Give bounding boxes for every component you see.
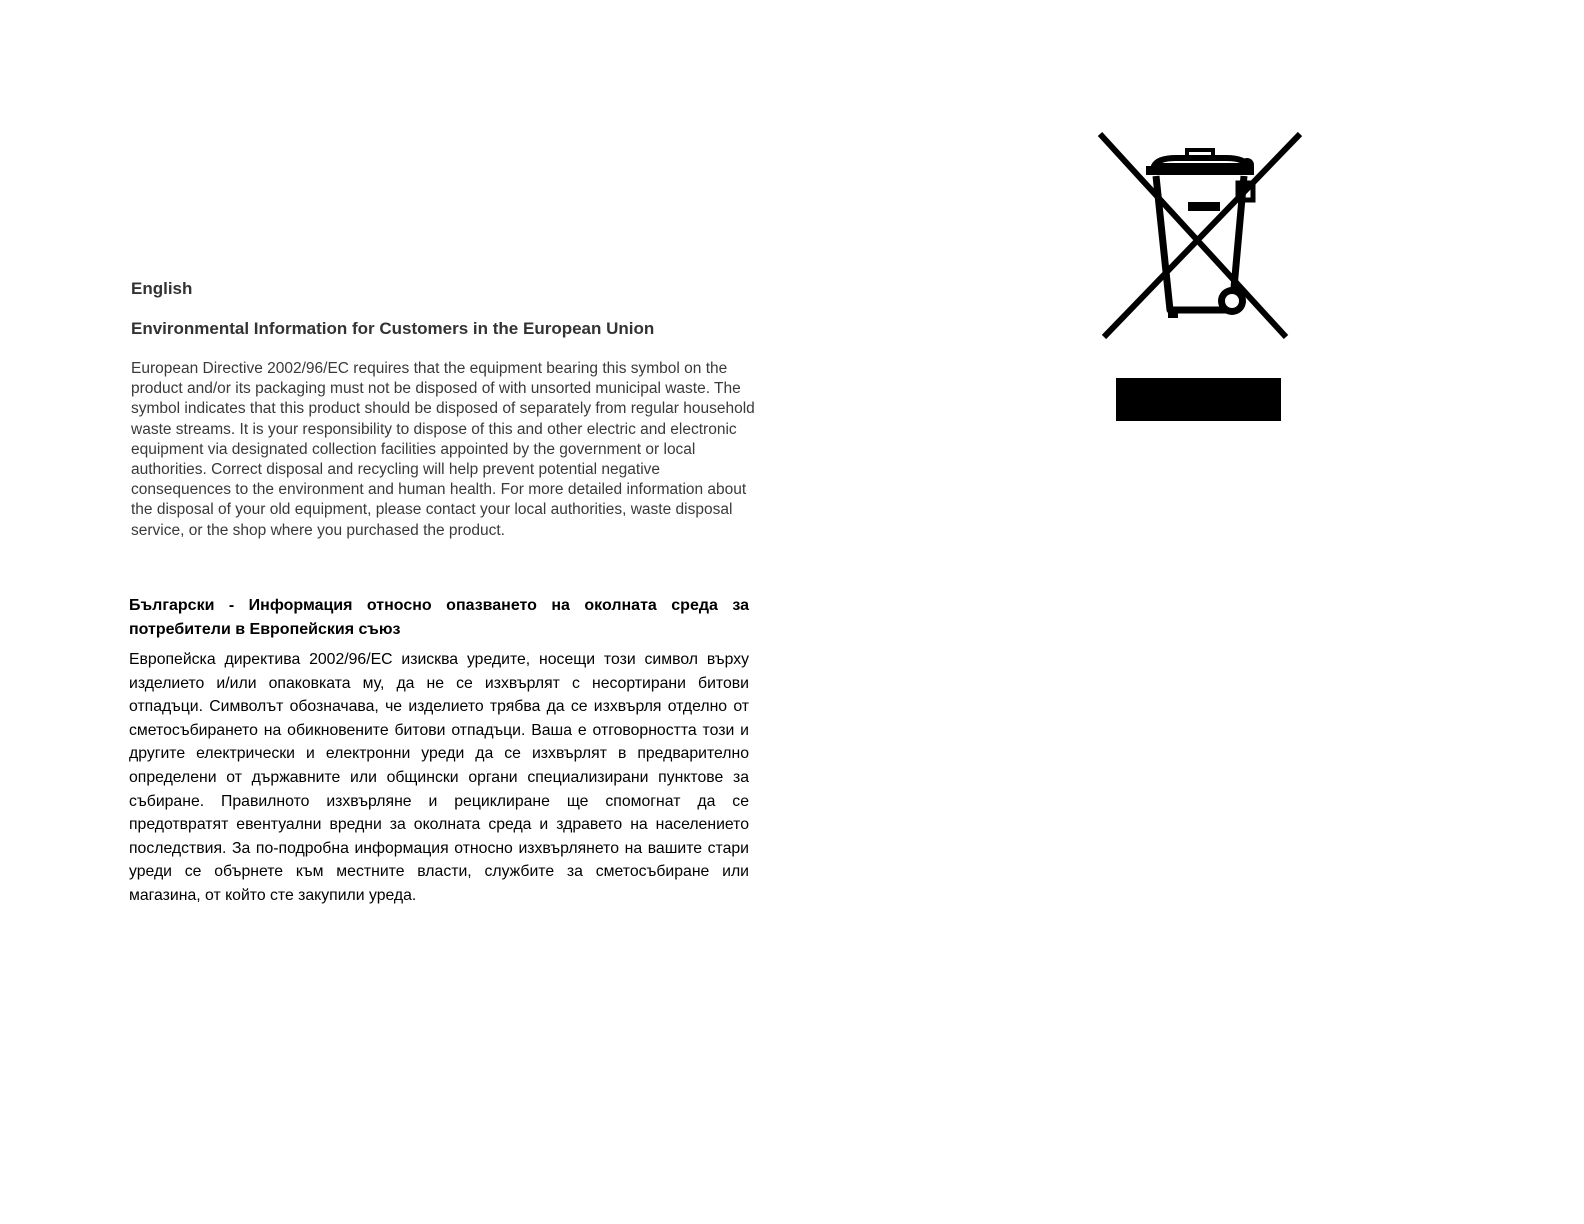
english-section (131, 279, 756, 541)
symbol-bottom-bar (1116, 378, 1281, 421)
bulgarian-section (129, 594, 749, 908)
bin-foot (1168, 308, 1178, 318)
bin-lid (1154, 158, 1248, 166)
bin-hinge (1240, 158, 1254, 172)
english-body-text: European Directive 2002/96/EC requires that the equipment bearing this symbol on the product and/or its packaging must not be disposed of with unsorted municipal waste. The symbol indicates that this product should be disposed of separately from regular household waste streams. It is your responsibility to dispose of this and other electric and electronic equipment via designated collection facilities appointed by the government or local authorities. Correct disposal and recycling will help prevent potential negative consequences to the environment and human health. For more detailed information about the disposal of your old equipment, please contact your local authorities, waste disposal service, or the shop where you purchased the product. (131, 360, 755, 539)
crossed-out-wheeled-bin-icon (1096, 128, 1308, 428)
bulgarian-body-text: Европейска директива 2002/96/EC изисква уредите, носещи този символ върху изделието и/или опаковката му, да не се изхвърлят с несортирани битови отпадъци. Символът обозначава, че изделието трябва да се изхвърля отделно от сметосъбирането на обикновените битови отпадъци. Ваша е отговорността този и другите електрически и електронни уреди да се изхвърлят в предварително определени от държавните или общински органи специализирани пунктове за събиране. Правилното изхвърляне и рециклиране ще спомогнат да се предотвратят евентуални вредни за околната среда и здравето на населението последствия. За по-подробна информация относно изхвърлянето на вашите стари уреди се обърнете към местните власти, службите за сметосъбиране или магазина, от който сте закупили уреда. (129, 651, 749, 904)
bin-lid-rim (1146, 166, 1254, 175)
english-section-title: Environmental Information for Customers in the European Union (131, 319, 655, 338)
bulgarian-section-title: Български - Информация относно опазването на околната среда за потребители в Европейския съюз (129, 597, 749, 638)
bin-bar (1188, 202, 1220, 211)
bin-wheel-hub (1225, 294, 1239, 308)
english-language-heading: English (131, 279, 193, 298)
